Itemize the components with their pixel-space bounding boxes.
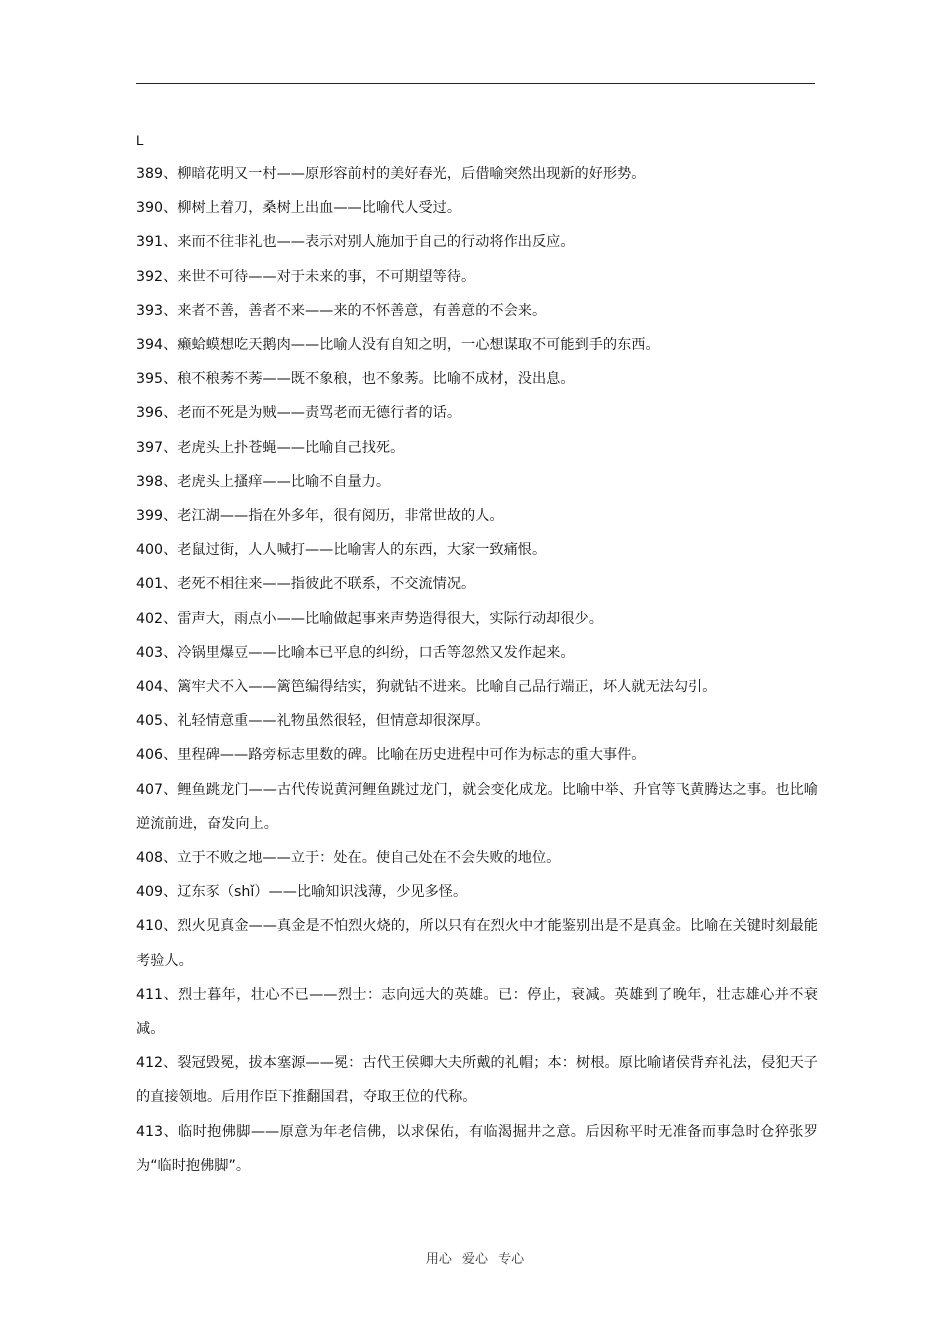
entry-412: 412、裂冠毁冕，拔本塞源——冕：古代王侯卿大夫所戴的礼帽；本：树根。原比喻诸侯背弃礼法，侵犯天子的直接领地。后用作臣下推翻国君，夺取王位的代称。 <box>136 1055 818 1106</box>
entry-403: 403、冷锅里爆豆——比喻本已平息的纠纷，口舌等忽然又发作起来。 <box>136 644 575 661</box>
entry-397: 397、老虎头上扑苍蝇——比喻自己找死。 <box>136 439 405 456</box>
entry-411: 411、烈士暮年，壮心不已——烈士：志向远大的英雄。已：停止，衰减。英雄到了晚年，壮志雄心并不衰减。 <box>136 986 818 1038</box>
entry-405: 405、礼轻情意重——礼物虽然很轻，但情意却很深厚。 <box>136 713 490 730</box>
entry-409: 409、辽东豕（shǐ）——比喻知识浅薄，少见多怪。 <box>136 884 468 901</box>
entry-402: 402、雷声大，雨点小——比喻做起事来声势造得很大，实际行动却很少。 <box>136 610 603 627</box>
entry-410: 410、烈火见真金——真金是不怕烈火烧的，所以只有在烈火中才能鉴别出是不是真金。比喻在关键时刻最能考验人。 <box>136 918 818 969</box>
entry-392: 392、来世不可待——对于未来的事，不可期望等待。 <box>136 268 476 285</box>
entry-390: 390、柳树上着刀，桑树上出血——比喻代人受过。 <box>136 200 462 217</box>
section-letter: L <box>136 132 144 148</box>
entry-391: 391、来而不往非礼也——表示对别人施加于自己的行动将作出反应。 <box>136 234 575 251</box>
entry-398: 398、老虎头上搔痒——比喻不自量力。 <box>136 473 391 490</box>
content-body <box>136 123 818 1183</box>
entry-413: 413、临时抱佛脚——原意为年老信佛，以求保佑，有临渴掘井之意。后因称平时无准备而事急时仓猝张罗为“临时抱佛脚”。 <box>136 1123 818 1174</box>
page-footer: 用心 爱心 专心 <box>425 1252 525 1267</box>
entry-406: 406、里程碑——路旁标志里数的碑。比喻在历史进程中可作为标志的重大事件。 <box>136 747 646 764</box>
entry-396: 396、老而不死是为贼——责骂老而无德行者的话。 <box>136 405 462 422</box>
entry-389: 389、柳暗花明又一村——原形容前村的美好春光，后借喻突然出现新的好形势。 <box>136 166 646 182</box>
entry-407: 407、鲤鱼跳龙门——古代传说黄河鲤鱼跳过龙门，就会变化成龙。比喻中举、升官等飞黄腾达之事。也比喻逆流前进，奋发向上。 <box>136 781 818 832</box>
entry-400: 400、老鼠过街，人人喊打——比喻害人的东西，大家一致痛恨。 <box>136 542 547 559</box>
entry-408: 408、立于不败之地——立于：处在。使自己处在不会失败的地位。 <box>136 850 561 867</box>
entry-404: 404、篱牢犬不入——篱笆编得结实，狗就钻不进来。比喻自己品行端正，坏人就无法勾引。 <box>136 679 717 696</box>
header-rule <box>136 83 815 84</box>
entry-395: 395、稂不稂莠不莠——既不象稂，也不象莠。比喻不成材，没出息。 <box>136 371 575 388</box>
entry-393: 393、来者不善，善者不来——来的不怀善意，有善意的不会来。 <box>136 302 547 319</box>
entry-401: 401、老死不相往来——指彼此不联系，不交流情况。 <box>136 576 476 593</box>
entry-399: 399、老江湖——指在外多年，很有阅历，非常世故的人。 <box>136 508 504 525</box>
entry-394: 394、癞蛤蟆想吃天鹅肉——比喻人没有自知之明，一心想谋取不可能到手的东西。 <box>136 337 660 354</box>
